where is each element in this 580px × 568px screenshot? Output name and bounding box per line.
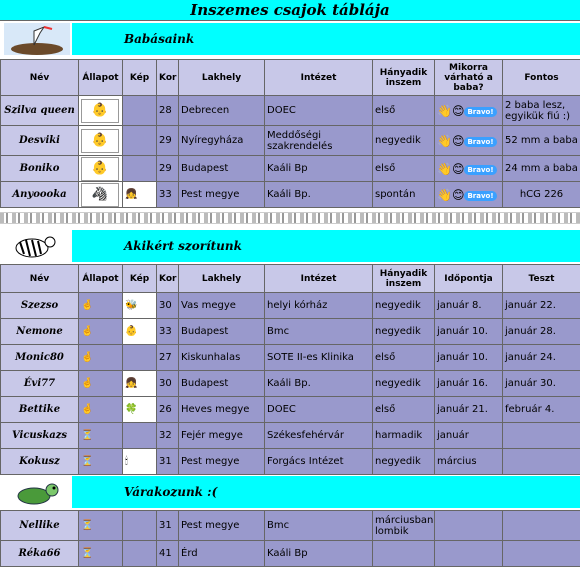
city-cell: Vas megye	[179, 293, 265, 319]
age-cell: 31	[157, 449, 179, 475]
zebra-icon: 🦓	[81, 183, 119, 207]
fingers-crossed-icon: 🤞	[81, 300, 94, 311]
nth-cell	[373, 541, 435, 567]
table-row	[1, 423, 580, 449]
fingers-crossed-icon: 🤞	[81, 378, 94, 389]
inst-cell: Kaáli Bp	[265, 541, 373, 567]
table-row	[1, 541, 580, 567]
status-cell	[79, 371, 123, 397]
test-cell: január 28.	[503, 319, 580, 345]
baby-face-icon: 👶	[125, 326, 138, 337]
status-cell	[79, 397, 123, 423]
hourglass-icon: ⏳	[81, 456, 94, 467]
hourglass-icon: ⏳	[81, 430, 94, 441]
bravo-badge: Bravo!	[464, 107, 496, 117]
age-cell: 30	[157, 293, 179, 319]
col-header: Név	[1, 60, 79, 96]
table-row	[1, 156, 580, 182]
babies-table	[0, 59, 580, 208]
smiley-icon: 👋😊	[437, 187, 465, 202]
city-cell: Nyíregyháza	[179, 126, 265, 156]
city-cell: Fejér megye	[179, 423, 265, 449]
nth-cell: spontán	[373, 182, 435, 208]
city-cell: Pest megye	[179, 449, 265, 475]
city-cell: Heves megye	[179, 397, 265, 423]
photo-cell	[123, 96, 157, 126]
date-cell	[435, 541, 503, 567]
table-row	[1, 126, 580, 156]
note-cell: 52 mm a baba	[503, 126, 580, 156]
due-cell	[435, 182, 503, 208]
row-name: Szilva queen	[1, 96, 79, 126]
smiley-icon: 👋😊	[437, 161, 465, 176]
due-cell	[435, 156, 503, 182]
col-header: Időpontja	[435, 265, 503, 293]
inst-cell: Kaáli Bp	[265, 156, 373, 182]
status-cell	[79, 156, 123, 182]
hourglass-icon: ⏳	[81, 520, 94, 531]
row-name: Boniko	[1, 156, 79, 182]
bravo-badge: Bravo!	[464, 137, 496, 147]
city-cell: Pest megye	[179, 182, 265, 208]
row-name: Szezso	[1, 293, 79, 319]
date-cell: január 8.	[435, 293, 503, 319]
note-cell: 2 baba lesz, egyikük fiú :)	[503, 96, 580, 126]
zebra-icon	[4, 230, 70, 262]
date-cell: január 10.	[435, 345, 503, 371]
bee-icon: 🐝	[125, 300, 138, 311]
col-header: Kép	[123, 60, 157, 96]
photo-cell	[123, 397, 157, 423]
col-header: Fontos	[503, 60, 580, 96]
inst-cell: Bmc	[265, 319, 373, 345]
city-cell: Budapest	[179, 371, 265, 397]
bravo-badge: Bravo!	[464, 165, 496, 175]
table-row	[1, 96, 580, 126]
bravo-badge: Bravo!	[464, 191, 496, 201]
date-cell: január 10.	[435, 319, 503, 345]
photo-cell	[123, 345, 157, 371]
test-cell	[503, 423, 580, 449]
row-name: Vicuskazs	[1, 423, 79, 449]
row-name: Monic80	[1, 345, 79, 371]
babies-header-row	[1, 60, 580, 96]
stork-nest-icon	[4, 23, 70, 55]
age-cell: 33	[157, 319, 179, 345]
table-row	[1, 371, 580, 397]
nth-cell: negyedik	[373, 449, 435, 475]
fingers-crossed-icon: 🤞	[81, 352, 94, 363]
note-cell: hCG 226	[503, 182, 580, 208]
photo-cell	[123, 182, 157, 208]
age-cell: 30	[157, 371, 179, 397]
waiting-table	[0, 264, 580, 475]
row-name: Évi77	[1, 371, 79, 397]
status-cell	[79, 319, 123, 345]
smiley-icon: 👋😊	[437, 133, 465, 148]
pending-section-title: Várakozunk :(	[72, 476, 580, 508]
waiting-header-row	[1, 265, 580, 293]
page-title: Inszemes csajok táblája	[0, 0, 580, 21]
inst-cell: Kaáli Bp.	[265, 182, 373, 208]
table-row	[1, 449, 580, 475]
inst-cell: Kaáli Bp.	[265, 371, 373, 397]
table-row	[1, 293, 580, 319]
col-header: Kor	[157, 60, 179, 96]
test-cell: január 24.	[503, 345, 580, 371]
nth-cell: negyedik	[373, 293, 435, 319]
turtle-icon	[4, 476, 70, 508]
col-header: Intézet	[265, 265, 373, 293]
test-cell: január 22.	[503, 293, 580, 319]
row-name: Réka66	[1, 541, 79, 567]
age-cell: 32	[157, 423, 179, 449]
waiting-section-title: Akikért szorítunk	[72, 230, 580, 262]
table-row	[1, 511, 580, 541]
date-cell: január 16.	[435, 371, 503, 397]
nth-cell: harmadik	[373, 423, 435, 449]
age-cell: 33	[157, 182, 179, 208]
inst-cell: helyi kórház	[265, 293, 373, 319]
hourglass-icon: ⏳	[81, 548, 94, 559]
photo-cell	[123, 541, 157, 567]
date-cell	[435, 511, 503, 541]
test-cell: február 4.	[503, 397, 580, 423]
col-header: Hányadik inszem	[373, 60, 435, 96]
test-cell	[503, 511, 580, 541]
col-header: Lakhely	[179, 265, 265, 293]
col-header: Kép	[123, 265, 157, 293]
status-cell	[79, 293, 123, 319]
city-cell: Budapest	[179, 319, 265, 345]
table-row	[1, 345, 580, 371]
nth-cell: első	[373, 156, 435, 182]
child-photo-icon: 👧	[125, 189, 138, 200]
city-cell: Pest megye	[179, 511, 265, 541]
col-header: Állapot	[79, 60, 123, 96]
photo-cell	[123, 126, 157, 156]
status-cell	[79, 541, 123, 567]
note-cell: 24 mm a baba	[503, 156, 580, 182]
child-photo-icon: 👧	[125, 378, 138, 389]
age-cell: 41	[157, 541, 179, 567]
photo-cell	[123, 371, 157, 397]
date-cell: március	[435, 449, 503, 475]
baby-icon: 👶	[81, 157, 119, 181]
age-cell: 28	[157, 96, 179, 126]
city-cell: Budapest	[179, 156, 265, 182]
city-cell: Érd	[179, 541, 265, 567]
status-cell	[79, 511, 123, 541]
due-cell	[435, 96, 503, 126]
waiting-section-header	[0, 228, 580, 264]
status-cell	[79, 449, 123, 475]
table-row	[1, 397, 580, 423]
inst-cell: Székesfehérvár	[265, 423, 373, 449]
status-cell	[79, 126, 123, 156]
fingers-crossed-icon: 🤞	[81, 326, 94, 337]
nth-cell: első	[373, 345, 435, 371]
status-cell	[79, 345, 123, 371]
babies-section-header	[0, 21, 580, 57]
due-cell	[435, 126, 503, 156]
photo-cell	[123, 449, 157, 475]
divider	[0, 212, 580, 224]
row-name: Kokusz	[1, 449, 79, 475]
col-header: Hányadik inszem	[373, 265, 435, 293]
baby-icon: 👶	[81, 99, 119, 123]
clover-icon: 🍀	[125, 404, 138, 415]
nth-cell: negyedik	[373, 371, 435, 397]
inst-cell: SOTE II-es Klinika	[265, 345, 373, 371]
col-header: Teszt	[503, 265, 580, 293]
age-cell: 29	[157, 156, 179, 182]
inst-cell: Bmc	[265, 511, 373, 541]
test-cell: január 30.	[503, 371, 580, 397]
status-cell	[79, 423, 123, 449]
inst-cell: DOEC	[265, 96, 373, 126]
row-name: Nemone	[1, 319, 79, 345]
row-name: Nellike	[1, 511, 79, 541]
photo-cell	[123, 319, 157, 345]
pending-table	[0, 510, 580, 567]
age-cell: 31	[157, 511, 179, 541]
photo-cell	[123, 511, 157, 541]
age-cell: 26	[157, 397, 179, 423]
age-cell: 29	[157, 126, 179, 156]
city-cell: Kiskunhalas	[179, 345, 265, 371]
col-header: Állapot	[79, 265, 123, 293]
row-name: Desviki	[1, 126, 79, 156]
inst-cell: Forgács Intézet	[265, 449, 373, 475]
date-cell: január 21.	[435, 397, 503, 423]
babies-section-title: Babásaink	[72, 23, 580, 55]
inst-cell: DOEC	[265, 397, 373, 423]
nth-cell: márciusban lombik	[373, 511, 435, 541]
row-name: Anyoooka	[1, 182, 79, 208]
table-row	[1, 182, 580, 208]
photo-cell	[123, 156, 157, 182]
status-cell	[79, 96, 123, 126]
smiley-icon: 👋😊	[437, 103, 465, 118]
col-header: Intézet	[265, 60, 373, 96]
col-header: Kor	[157, 265, 179, 293]
nth-cell: negyedik	[373, 126, 435, 156]
nth-cell: első	[373, 397, 435, 423]
col-header: Mikorra várható a baba?	[435, 60, 503, 96]
status-cell	[79, 182, 123, 208]
nth-cell: első	[373, 96, 435, 126]
date-cell: január	[435, 423, 503, 449]
candle-icon: 🕯	[125, 456, 128, 467]
pending-section-header	[0, 474, 580, 508]
test-cell	[503, 541, 580, 567]
col-header: Név	[1, 265, 79, 293]
baby-icon: 👶	[81, 129, 119, 153]
fingers-crossed-icon: 🤞	[81, 404, 94, 415]
row-name: Bettike	[1, 397, 79, 423]
col-header: Lakhely	[179, 60, 265, 96]
table-row	[1, 319, 580, 345]
photo-cell	[123, 423, 157, 449]
photo-cell	[123, 293, 157, 319]
age-cell: 27	[157, 345, 179, 371]
test-cell	[503, 449, 580, 475]
city-cell: Debrecen	[179, 96, 265, 126]
inst-cell: Meddőségi szakrendelés	[265, 126, 373, 156]
nth-cell: negyedik	[373, 319, 435, 345]
